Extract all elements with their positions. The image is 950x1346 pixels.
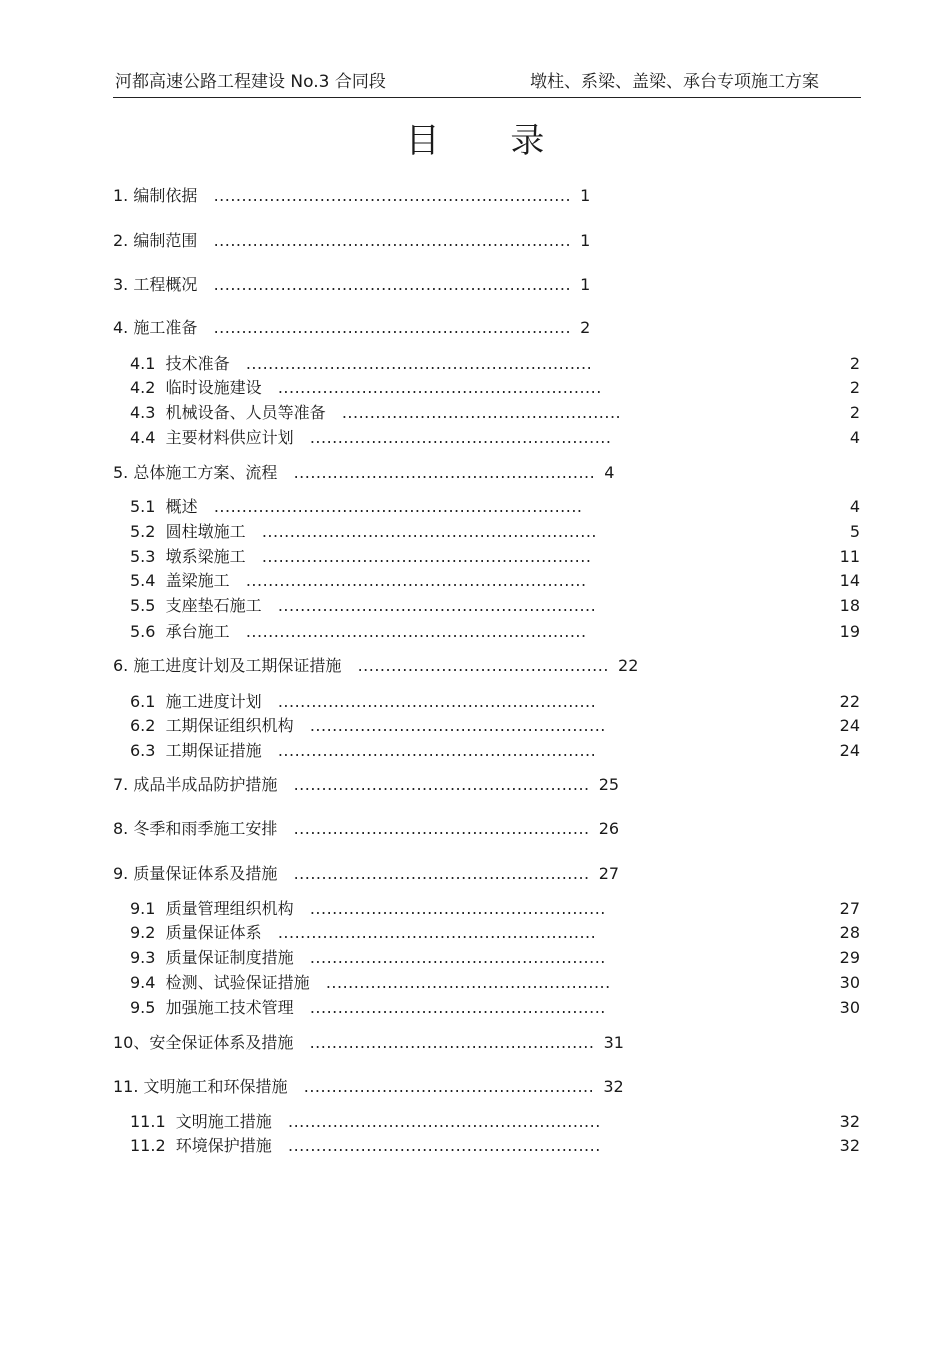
toc-entry-5[interactable] xyxy=(113,462,614,484)
page-header-right: 墩柱、系梁、盖梁、承台专项施工方案 xyxy=(530,72,819,92)
toc-leader: ..................................................... xyxy=(309,998,606,1017)
toc-leader: .............................................................. xyxy=(245,354,593,373)
toc-entry-3[interactable] xyxy=(113,274,590,296)
toc-page: 2 xyxy=(580,318,591,337)
toc-page: 2 xyxy=(849,403,860,422)
toc-number: 4.2 xyxy=(130,378,156,397)
toc-number: 5.4 xyxy=(130,571,156,590)
toc-number: 10、 xyxy=(113,1033,150,1052)
toc-entry-9[interactable] xyxy=(113,863,619,885)
toc-page: 27 xyxy=(839,899,860,918)
toc-number: 11.1 xyxy=(130,1112,166,1131)
toc-leader: ......................................................... xyxy=(277,923,597,942)
toc-number: 5.1 xyxy=(130,497,156,516)
header-divider xyxy=(113,97,861,98)
toc-page: 19 xyxy=(839,622,860,641)
toc-leader: .................................................... xyxy=(303,1077,595,1096)
toc-page: 24 xyxy=(839,741,860,760)
toc-number: 5.2 xyxy=(130,522,156,541)
toc-leader: .................................................. xyxy=(341,403,622,422)
toc-number: 9.2 xyxy=(130,923,156,942)
toc-label: 安全保证体系及措施 xyxy=(149,1033,294,1052)
toc-label: 机械设备、人员等准备 xyxy=(165,403,326,422)
toc-page: 2 xyxy=(849,378,860,397)
toc-label: 支座垫石施工 xyxy=(165,596,262,615)
toc-entry-6[interactable] xyxy=(113,655,638,677)
toc-leader: ........................................................ xyxy=(288,1136,601,1155)
toc-label: 圆柱墩施工 xyxy=(165,522,246,541)
toc-number: 1. xyxy=(113,186,129,205)
toc-page: 25 xyxy=(598,775,620,794)
toc-entry-5-5[interactable] xyxy=(130,595,596,617)
toc-page: 1 xyxy=(580,231,591,250)
toc-entry-9-5[interactable] xyxy=(130,997,606,1019)
toc-label: 质量保证体系 xyxy=(165,923,262,942)
toc-label: 主要材料供应计划 xyxy=(165,428,294,447)
toc-label: 文明施工和环保措施 xyxy=(143,1077,288,1096)
toc-entry-4-4[interactable] xyxy=(130,427,611,449)
toc-label: 工期保证措施 xyxy=(165,741,262,760)
toc-leader: ......................................................... xyxy=(277,692,597,711)
toc-leader: ............................................. xyxy=(357,656,609,675)
toc-label: 承台施工 xyxy=(165,622,230,641)
toc-label: 施工进度计划 xyxy=(165,692,262,711)
toc-entry-5-4[interactable] xyxy=(130,570,587,592)
toc-page: 27 xyxy=(598,864,620,883)
toc-number: 6. xyxy=(113,656,129,675)
toc-number: 4.4 xyxy=(130,428,156,447)
toc-entry-4-3[interactable] xyxy=(130,402,621,424)
toc-number: 2. xyxy=(113,231,129,250)
toc-entry-5-2[interactable] xyxy=(130,521,597,543)
toc-entry-5-1[interactable] xyxy=(130,496,583,518)
toc-label: 编制依据 xyxy=(133,186,198,205)
toc-entry-9-4[interactable] xyxy=(130,972,611,994)
toc-entry-6-3[interactable] xyxy=(130,740,596,762)
toc-label: 临时设施建设 xyxy=(165,378,262,397)
toc-entry-2[interactable] xyxy=(113,230,590,252)
toc-label: 检测、试验保证措施 xyxy=(165,973,310,992)
toc-entry-4-1[interactable] xyxy=(130,353,592,375)
toc-label: 编制范围 xyxy=(133,231,198,250)
toc-number: 9.3 xyxy=(130,948,156,967)
toc-number: 7. xyxy=(113,775,129,794)
toc-entry-11[interactable] xyxy=(113,1076,624,1098)
toc-leader: ..................................................... xyxy=(309,899,606,918)
toc-entry-8[interactable] xyxy=(113,818,619,840)
toc-number: 5.5 xyxy=(130,596,156,615)
toc-entry-5-6[interactable] xyxy=(130,621,587,643)
toc-entry-6-1[interactable] xyxy=(130,691,596,713)
toc-page: 2 xyxy=(849,354,860,373)
toc-leader: ..................................................... xyxy=(293,819,590,838)
toc-page: 11 xyxy=(839,547,860,566)
toc-page: 22 xyxy=(618,656,639,675)
toc-number: 11.2 xyxy=(130,1136,166,1155)
toc-leader: ................................................................ xyxy=(213,186,572,205)
toc-number: 4. xyxy=(113,318,129,337)
toc-entry-6-2[interactable] xyxy=(130,715,606,737)
toc-page: 14 xyxy=(839,571,860,590)
toc-label: 概述 xyxy=(165,497,198,516)
toc-label: 工期保证组织机构 xyxy=(165,716,294,735)
toc-page: 29 xyxy=(839,948,860,967)
toc-label: 施工准备 xyxy=(133,318,198,337)
toc-leader: ................................................... xyxy=(325,973,611,992)
toc-page: 24 xyxy=(839,716,860,735)
toc-label: 质量管理组织机构 xyxy=(165,899,294,918)
toc-leader: ........................................................... xyxy=(261,547,592,566)
toc-entry-5-3[interactable] xyxy=(130,546,591,568)
toc-leader: ..................................................... xyxy=(293,864,590,883)
toc-number: 4.1 xyxy=(130,354,156,373)
toc-leader: ...................................................... xyxy=(309,428,612,447)
toc-entry-4-2[interactable] xyxy=(130,377,602,399)
toc-label: 质量保证制度措施 xyxy=(165,948,294,967)
toc-page: 30 xyxy=(839,998,860,1017)
toc-page: 5 xyxy=(849,522,860,541)
toc-number: 5. xyxy=(113,463,129,482)
toc-page: 32 xyxy=(839,1112,860,1131)
toc-leader: ........................................................ xyxy=(288,1112,601,1131)
toc-page: 22 xyxy=(839,692,860,711)
toc-leader: ..................................................... xyxy=(309,716,606,735)
toc-page: 4 xyxy=(604,463,615,482)
toc-entry-11-1[interactable] xyxy=(130,1111,601,1133)
toc-leader: ............................................................ xyxy=(261,522,597,541)
toc-leader: ................................................................ xyxy=(213,318,572,337)
toc-leader: .................................................................. xyxy=(213,497,583,516)
toc-leader: ................................................... xyxy=(309,1033,595,1052)
toc-page: 4 xyxy=(849,497,860,516)
toc-leader: ......................................................... xyxy=(277,741,597,760)
toc-label: 环境保护措施 xyxy=(175,1136,272,1155)
toc-label: 质量保证体系及措施 xyxy=(133,864,278,883)
page-title: 目 录 xyxy=(405,121,575,161)
toc-number: 5.3 xyxy=(130,547,156,566)
toc-number: 9. xyxy=(113,864,129,883)
toc-number: 3. xyxy=(113,275,129,294)
toc-page: 31 xyxy=(603,1033,624,1052)
toc-page: 18 xyxy=(839,596,860,615)
toc-number: 11. xyxy=(113,1077,139,1096)
toc-number: 8. xyxy=(113,819,129,838)
toc-entry-4[interactable] xyxy=(113,317,590,339)
toc-leader: .......................................................... xyxy=(277,378,602,397)
toc-leader: ..................................................... xyxy=(309,948,606,967)
toc-leader: ................................................................ xyxy=(213,275,572,294)
toc-page: 1 xyxy=(580,186,591,205)
toc-page: 32 xyxy=(603,1077,624,1096)
toc-label: 工程概况 xyxy=(133,275,198,294)
toc-label: 文明施工措施 xyxy=(175,1112,272,1131)
toc-number: 9.1 xyxy=(130,899,156,918)
toc-entry-11-2[interactable] xyxy=(130,1135,601,1157)
toc-number: 6.1 xyxy=(130,692,156,711)
toc-leader: ................................................................ xyxy=(213,231,572,250)
toc-page: 26 xyxy=(598,819,620,838)
toc-label: 冬季和雨季施工安排 xyxy=(133,819,278,838)
toc-label: 技术准备 xyxy=(165,354,230,373)
toc-number: 9.5 xyxy=(130,998,156,1017)
toc-entry-9-2[interactable] xyxy=(130,922,596,944)
toc-page: 1 xyxy=(580,275,591,294)
toc-label: 施工进度计划及工期保证措施 xyxy=(133,656,342,675)
toc-label: 墩系梁施工 xyxy=(165,547,246,566)
toc-entry-9-1[interactable] xyxy=(130,898,606,920)
toc-label: 成品半成品防护措施 xyxy=(133,775,278,794)
toc-number: 9.4 xyxy=(130,973,156,992)
toc-number: 4.3 xyxy=(130,403,156,422)
toc-entry-9-3[interactable] xyxy=(130,947,606,969)
toc-number: 6.3 xyxy=(130,741,156,760)
toc-entry-1[interactable] xyxy=(113,185,590,207)
toc-page: 30 xyxy=(839,973,860,992)
toc-page: 28 xyxy=(839,923,860,942)
toc-leader: ..................................................... xyxy=(293,775,590,794)
toc-number: 6.2 xyxy=(130,716,156,735)
toc-label: 总体施工方案、流程 xyxy=(133,463,278,482)
page-header-left: 河都高速公路工程建设 No.3 合同段 xyxy=(115,72,386,92)
toc-label: 加强施工技术管理 xyxy=(165,998,294,1017)
toc-page: 32 xyxy=(839,1136,860,1155)
toc-entry-10[interactable] xyxy=(113,1032,624,1054)
toc-leader: ...................................................... xyxy=(293,463,596,482)
toc-leader: ............................................................. xyxy=(245,622,587,641)
toc-page: 4 xyxy=(849,428,860,447)
toc-number: 5.6 xyxy=(130,622,156,641)
toc-leader: ......................................................... xyxy=(277,596,597,615)
toc-entry-7[interactable] xyxy=(113,774,619,796)
toc-leader: ............................................................. xyxy=(245,571,587,590)
toc-label: 盖梁施工 xyxy=(165,571,230,590)
